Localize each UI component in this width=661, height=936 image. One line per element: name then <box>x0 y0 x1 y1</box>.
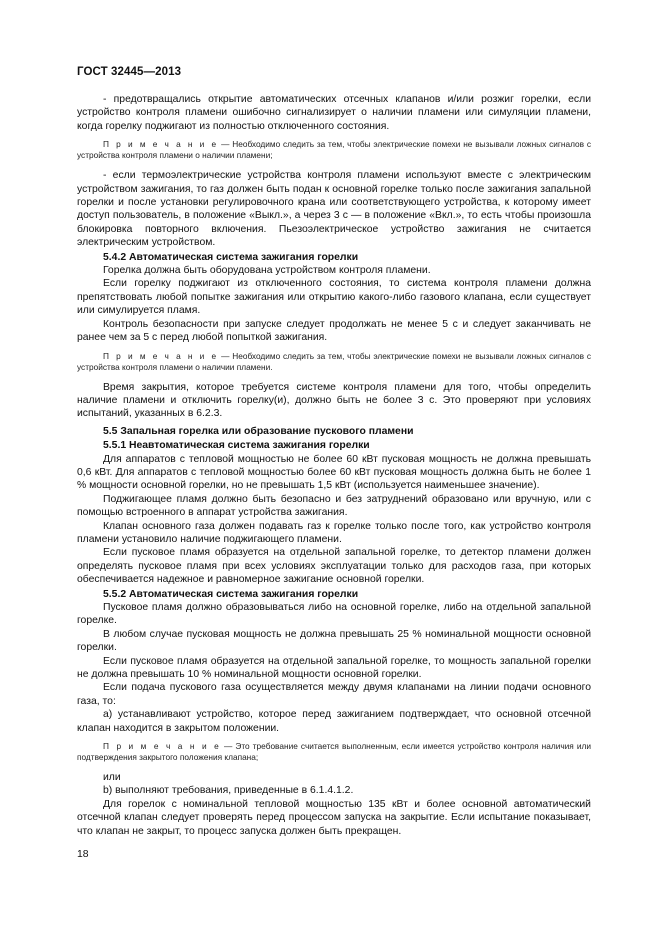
paragraph: Если подача пускового газа осуществляется между двумя клапанами на линии подачи основного газа, то: <box>77 682 591 707</box>
note <box>77 139 591 161</box>
note <box>77 351 591 373</box>
paragraph: - предотвращались открытие автоматических отсечных клапанов и/или розжиг горелки, если устройство контроля пламени ошибочно сигнализирует о наличии пламени или симуляции пламени, когда горелку поджигают из полностью отключенного состояния. <box>77 94 591 132</box>
paragraph: Пусковое пламя должно образовываться либо на основной горелке, либо на отдельной запальной горелке. <box>77 602 591 627</box>
note-text: — Это требование считается выполненным, если имеется устройство контроля наличия или подтверждения закрытого положения клапана; <box>77 741 591 763</box>
paragraph: Если горелку поджигают из отключенного состояния, то система контроля пламени должна препятствовать любой попытке зажигания или открытию какого-либо газового клапана, если существует или симулируется пламя. <box>77 278 591 317</box>
section-heading: 5.4.2 Автоматическая система зажигания горелки <box>103 251 359 263</box>
paragraph: Для горелок с номинальной тепловой мощностью 135 кВт и более основной автоматический отсечной клапан следует проверять перед процессом запуска на закрытие. Если испытание показывает, что клапан не закрыт, то процесс запуска должен быть прекращен. <box>77 798 591 837</box>
section-heading: 5.5.2 Автоматическая система зажигания горелки <box>103 588 359 600</box>
paragraph: Контроль безопасности при запуске следует продолжать не менее 5 с и следует заканчивать не ранее чем за 5 с перед любой попыткой зажигания. <box>77 318 591 344</box>
page-number: 18 <box>77 849 89 860</box>
paragraph: Если пусковое пламя образуется на отдельной запальной горелке, то мощность запальной горелки не должна превышать 10 % номинальной мощности основной горелки. <box>77 655 591 681</box>
document-body <box>77 93 591 838</box>
list-item: b) выполняют требования, приведенные в 6.1.4.1.2. <box>103 785 354 797</box>
paragraph: или <box>103 772 121 784</box>
note-label: П р и м е ч а н и е <box>103 139 219 150</box>
paragraph: В любом случае пусковая мощность не должна превышать 25 % номинальной мощности основной горелки. <box>77 628 591 654</box>
paragraph: - если термоэлектрические устройства контроля пламени используют вместе с электрическим устройством зажигания, то газ должен быть подан к основной горелке только после зажигания запальной горелки и после установки регулировочного крана или соответствующего устройства, к которому имеет доступ пользователь, в положение «Выкл.», а через 3 с — в положение «Вкл.», то есть чтобы произошла блокировка повторного включения. Пьезоэлектрическое устройство зажигания не считается электрическим устройством. <box>77 170 591 249</box>
list-item: а) устанавливают устройство, которое перед зажиганием подтверждает, что основной отсечной клапан находится в закрытом положении. <box>77 709 591 734</box>
note-label: П р и м е ч а н и е <box>103 350 219 361</box>
paragraph: Поджигающее пламя должно быть безопасно и без затруднений образовано или вручную, или с помощью встроенного в аппарат устройства зажигания. <box>77 493 591 519</box>
note-text: — Необходимо следить за тем, чтобы электрические помехи не вызывали ложных сигналов с устройства контроля пламени о наличии пламени. <box>77 350 591 372</box>
paragraph: Время закрытия, которое требуется системе контроля пламени для того, чтобы определить наличие пламени и отключить горелку(и), должно быть не более 3 с. Это проверяют при условиях испытаний, указанных в 6.2.3. <box>77 381 591 420</box>
paragraph: Клапан основного газа должен подавать газ к горелке только после того, как устройство контроля пламени установило наличие поджигающего пламени. <box>77 520 591 545</box>
paragraph: Для аппаратов с тепловой мощностью не более 60 кВт пусковая мощность не должна превышать 0,6 кВт. Для аппаратов с тепловой мощностью более 60 кВт пусковая мощность должна быть не более 1 % мощности основной горелки, но не превышать 1,5 кВт (используется наименьшее значение). <box>77 453 591 492</box>
section-heading: 5.5 Запальная горелка или образование пускового пламени <box>103 425 414 437</box>
paragraph: Горелка должна быть оборудована устройством контроля пламени. <box>103 265 431 277</box>
note-label: П р и м е ч а н и е <box>103 741 221 752</box>
note <box>77 741 591 763</box>
paragraph: Если пусковое пламя образуется на отдельной запальной горелке, то детектор пламени должен определять пусковое пламя при всех условиях эксплуатации только для расходов газа, при которых обеспечивается надежное и равномерное зажигание основной горелки. <box>77 547 591 586</box>
section-heading: 5.5.1 Неавтоматическая система зажигания горелки <box>103 440 370 452</box>
note-text: — Необходимо следить за тем, чтобы электрические помехи не вызывали ложных сигналов с устройства контроля пламени о наличии пламени; <box>77 139 591 161</box>
document-header: ГОСТ 32445—2013 <box>77 66 182 78</box>
